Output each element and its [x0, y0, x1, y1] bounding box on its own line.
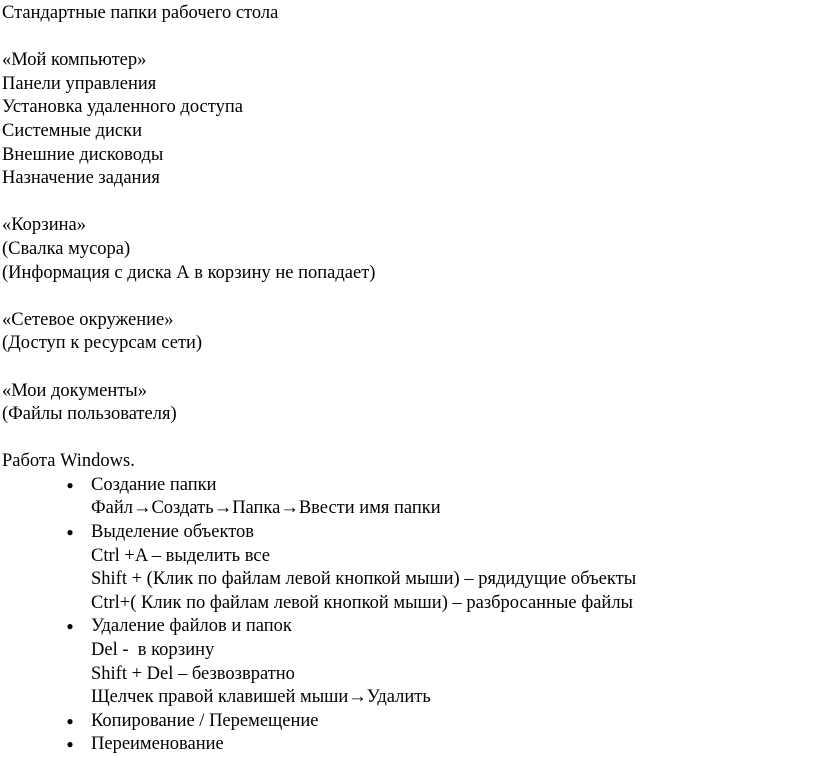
doc-title: Стандартные папки рабочего стола — [2, 3, 279, 23]
bullet-line: Выделение объектов — [91, 522, 255, 543]
section-line: Установка удаленного доступа — [2, 97, 243, 118]
section-line: (Свалка мусора) — [2, 238, 131, 259]
bullet-line: Shift + Del – безвозвратно — [91, 663, 295, 684]
bullet-line: Ctrl+( Клик по файлам левой кнопкой мыши) – разбросанные файлы — [91, 592, 633, 613]
bullet-item-select-objects — [2, 521, 812, 615]
blank-line — [2, 26, 812, 50]
bullet-item-rename — [2, 733, 812, 757]
bullet-line: Ctrl +A – выделить все — [91, 545, 271, 566]
section-my-computer — [2, 49, 812, 191]
bullet-icon: ● — [66, 619, 74, 634]
section-line: «Корзина» — [2, 215, 86, 236]
section-network — [2, 309, 812, 356]
bullet-line: Удаление файлов и папок — [91, 616, 292, 637]
blank-line — [2, 285, 812, 309]
section-line: (Информация с диска А в корзину не попадает) — [2, 262, 376, 283]
bullet-line: Файл→Создать→Папка→Ввести имя папки — [91, 498, 441, 519]
blank-line — [2, 191, 812, 215]
section-line: «Мой компьютер» — [2, 50, 147, 71]
section-line: Панели управления — [2, 73, 157, 94]
section-line: Внешние дисководы — [2, 144, 164, 165]
section-line: Системные диски — [2, 120, 143, 141]
bullet-icon: ● — [66, 477, 74, 492]
bullet-icon: ● — [66, 713, 74, 728]
windows-heading: Работа Windows. — [2, 451, 135, 472]
bullet-icon: ● — [66, 737, 74, 752]
blank-line — [2, 356, 812, 380]
section-recycle-bin — [2, 214, 812, 285]
section-line: «Мои документы» — [2, 380, 147, 401]
bullet-line: Щелчек правой клавишей мыши→Удалить — [91, 687, 431, 708]
bullet-item-delete — [2, 615, 812, 709]
bullet-line: Shift + (Клик по файлам левой кнопкой мыши) – рядидущие объекты — [91, 569, 637, 590]
section-line: «Сетевое окружение» — [2, 309, 174, 330]
section-line: Назначение задания — [2, 168, 160, 189]
bullet-icon: ● — [66, 525, 74, 540]
bullet-line: Создание папки — [91, 474, 217, 495]
bullet-line: Переименование — [91, 734, 224, 755]
section-line: (Файлы пользователя) — [2, 404, 177, 425]
section-my-documents — [2, 380, 812, 427]
document-body — [2, 2, 812, 757]
bullet-line: Копирование / Перемещение — [91, 710, 319, 731]
blank-line — [2, 427, 812, 451]
bullet-list — [2, 474, 812, 757]
bullet-item-create-folder — [2, 474, 812, 521]
bullet-line: Del - в корзину — [91, 640, 215, 661]
bullet-item-copy-move — [2, 710, 812, 734]
section-line: (Доступ к ресурсам сети) — [2, 333, 203, 354]
